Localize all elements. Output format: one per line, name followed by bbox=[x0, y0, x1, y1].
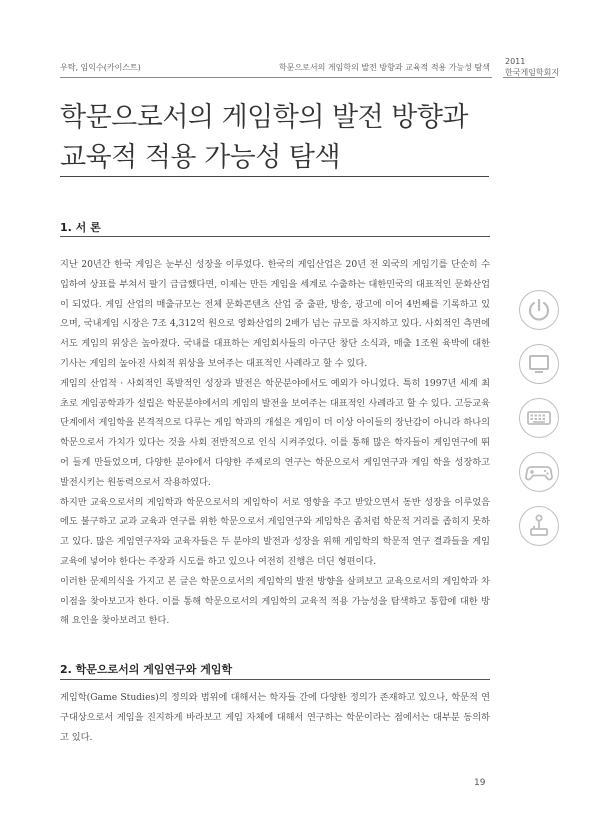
paper-title bbox=[60, 98, 500, 178]
section-1-heading: 1. 서 론 bbox=[60, 221, 101, 234]
page-number: 19 bbox=[474, 778, 486, 788]
power-icon bbox=[519, 290, 559, 330]
paragraph: 지난 20년간 한국 게임은 눈부신 성장을 이루었다. 한국의 게임산업은 20년 전 외국의 게임기를 단순히 수입하여 상표를 부쳐서 팔기 급급했다면, 이제는 만든 게임을 세계로 수출하는 대한민국의 대표적인 문화산업이 되었다. 게임 산업의 매출규모는 전체 문화콘텐츠 산업 중 출판, 방송, 광고에 이어 4번째를 기록하고 있으며, 국내게임 시장은 7조 4,312억 원으로 영화산업의 2배가 넘는 규모를 차지하고 있다. 사회적인 측면에서도 게임의 위상은 높아졌다. 국내를 대표하는 게임회사들의 아구단 창단 소식과, 매출 1조원 육박에 대한 기사는 게임의 높아진 사회적 위상을 보여주는 대표적인 사례라고 할 수 있다. bbox=[60, 259, 490, 369]
paragraph: 게임의 산업적 · 사회적인 폭발적인 성장과 발전은 학문분야에서도 예외가 아니었다. 특히 1997년 세계 최초로 게임공학과가 설립은 학문분야에서의 게임의 발전을 보여주는 대표적인 사례라고 할 수 있다. 고등교육단계에서 게임학을 본격적으로 다루는 게임 학과의 개설은 게임이 더 이상 아이들의 장난감이 아니라 하나의 학문으로서 가치가 있다는 것을 사회 전반적으로 인식 시켜주었다. 이를 통해 많은 학자들이 게임연구에 뛰어 들게 만들었으며, 다양한 분야에서 다양한 주제로의 연구는 학문으로서 게임연구과 게임 학을 성장하고 발전시키는 원동력으로서 작용하였다. bbox=[60, 377, 490, 488]
section-2-heading: 2. 학문으로서의 게임연구와 게임학 bbox=[60, 663, 233, 676]
section-2-rule bbox=[60, 679, 490, 680]
section-1-body bbox=[60, 255, 490, 631]
header-rule-right bbox=[503, 77, 555, 78]
section-1-rule bbox=[60, 236, 490, 237]
header-year: 2011 bbox=[505, 57, 526, 66]
header-journal bbox=[505, 56, 559, 78]
sidebar-icons bbox=[519, 290, 563, 560]
gamepad-icon bbox=[519, 452, 559, 492]
joystick-icon bbox=[519, 506, 559, 546]
header-rule bbox=[60, 77, 492, 78]
paragraph: 게임학(Game Studies)의 정의와 범위에 대해서는 학자들 간에 다양한 정의가 존재하고 있으나, 학문적 연구대상으로서 게임을 진지하게 바라보고 게임 자체에 대해서 연구하는 학문이라는 점에서는 대부분 동의하고 있다. bbox=[60, 692, 490, 743]
monitor-icon bbox=[519, 344, 559, 384]
title-line-1: 학문으로서의 게임학의 발전 방향과 bbox=[60, 102, 468, 133]
section-2-body bbox=[60, 688, 490, 747]
header-running-title: 학문으로서의 게임학의 발전 방향과 교육적 적용 가능성 탐색 bbox=[279, 63, 490, 72]
header-authors: 우탁, 임익수(카이스트) bbox=[60, 63, 141, 72]
keyboard-icon bbox=[519, 398, 559, 438]
paragraph: 하지만 교육으로서의 게임학과 학문으로서의 게임학이 서로 영향을 주고 받았으면서 동반 성장을 이루었음에도 불구하고 교과 교육과 연구를 위한 학문으로서 게임연구와 게임학은 좀처럼 학문적 거리를 좁히지 못하고 있다. 많은 게임연구자와 교육자들은 두 분야의 발전과 성장을 위해 게임학의 학문적 연구 결과들을 게임교육에 넣어야 한다는 주장과 시도를 하고 있으나 여전히 진행은 더딘 형편이다. bbox=[60, 496, 490, 567]
header-society: 한국게임학회지 bbox=[505, 68, 560, 77]
title-rule bbox=[60, 176, 489, 177]
paragraph: 이러한 문제의식을 가지고 본 글은 학문으로서의 게임학의 발전 방향을 살펴보고 교육으로서의 게임학과 차이점을 찾아보고자 한다. 이를 통해 학문으로서의 게임학의 교육적 적용 가능성을 탐색하고 통합에 대한 방해 요인을 찾아보려고 한다. bbox=[60, 575, 490, 627]
title-line-2: 교육적 적용 가능성 탐색 bbox=[60, 142, 341, 173]
